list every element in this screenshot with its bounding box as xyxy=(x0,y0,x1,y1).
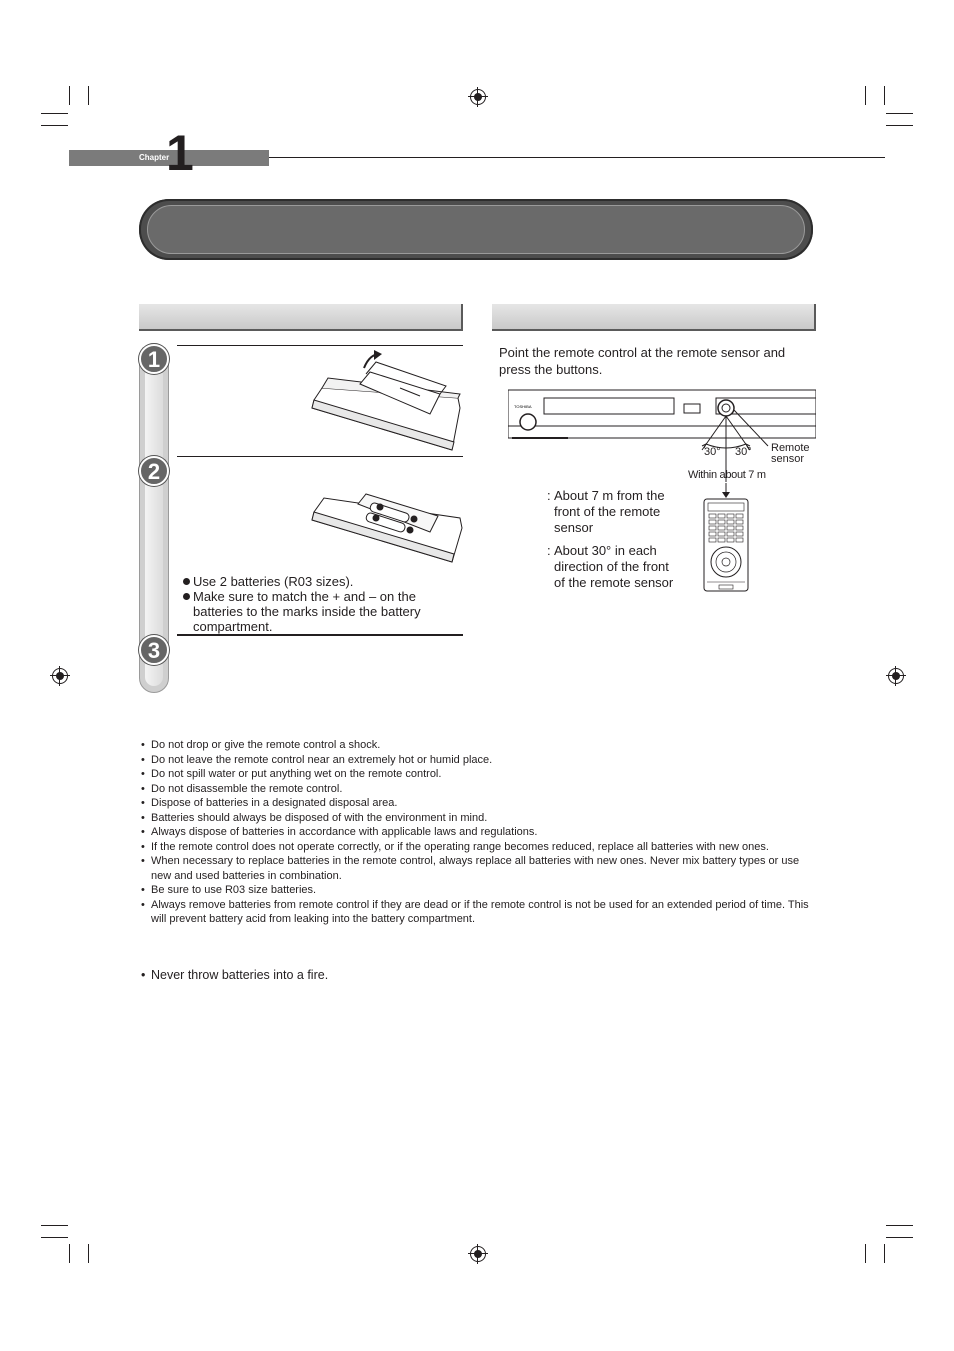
section-header-right xyxy=(492,304,816,331)
crop-mark xyxy=(41,113,68,114)
step-2-bullets xyxy=(182,574,452,634)
remote-control-illustration xyxy=(703,498,749,592)
precautions-list xyxy=(141,738,817,927)
list-item: • When necessary to replace batteries in the remote control, always replace all batteries with new ones. Never mix battery types or use new and used batteries in combination. xyxy=(141,854,817,883)
crop-mark xyxy=(865,86,866,105)
list-item: • Dispose of batteries in a designated disposal area. xyxy=(141,796,817,811)
chapter-number: 1 xyxy=(166,125,192,181)
list-item: Use 2 batteries (R03 sizes). xyxy=(182,574,452,589)
section-header-left xyxy=(139,304,463,331)
crop-mark xyxy=(886,1225,913,1226)
crop-mark xyxy=(884,86,885,105)
registration-mark-icon xyxy=(888,668,904,684)
step-2-rule xyxy=(177,456,463,457)
angle-right-label: 30° xyxy=(735,446,752,458)
crop-mark xyxy=(41,125,68,126)
chapter-label: Chapter xyxy=(139,153,170,162)
distance-label: Within about 7 m xyxy=(688,469,766,481)
list-item: • Always dispose of batteries in accordance with applicable laws and regulations. xyxy=(141,825,817,840)
crop-mark xyxy=(886,1237,913,1238)
remote-intro-text: Point the remote control at the remote sensor and press the buttons. xyxy=(499,345,786,377)
step-1-rule xyxy=(177,345,463,346)
list-item: • Do not spill water or put anything wet on the remote control. xyxy=(141,767,817,782)
crop-mark xyxy=(69,86,70,105)
step-number-3: 3 xyxy=(139,635,169,665)
registration-mark-icon xyxy=(470,89,486,105)
range-item-angle: : About 30° in each direction of the front of the remote sensor xyxy=(547,543,674,590)
step-3-rule xyxy=(177,634,463,636)
list-item: • Batteries should always be disposed of with the environment in mind. xyxy=(141,811,817,826)
crop-mark xyxy=(886,125,913,126)
player-front-diagram xyxy=(508,386,816,482)
step-number-1: 1 xyxy=(139,344,169,374)
warning-item: • Never throw batteries into a fire. xyxy=(141,968,817,983)
page-title-bar-inner xyxy=(147,205,805,254)
remote-sensor-label: Remote sensor xyxy=(771,442,810,465)
battery-insert-illustration xyxy=(310,482,464,566)
crop-mark xyxy=(884,1244,885,1263)
list-item: • Do not leave the remote control near an extremely hot or humid place. xyxy=(141,753,817,768)
list-item: • Do not drop or give the remote control a shock. xyxy=(141,738,817,753)
crop-mark xyxy=(41,1237,68,1238)
crop-mark xyxy=(69,1244,70,1263)
arrow-down-icon xyxy=(722,483,730,499)
registration-mark-icon xyxy=(470,1246,486,1262)
list-item: Make sure to match the + and – on the batteries to the marks inside the battery compartment. xyxy=(182,589,452,634)
crop-mark xyxy=(88,1244,89,1263)
warning-list xyxy=(141,968,817,983)
list-item: • Do not disassemble the remote control. xyxy=(141,782,817,797)
range-item-distance: : About 7 m from the front of the remote sensor xyxy=(547,488,665,535)
crop-mark xyxy=(886,113,913,114)
crop-mark xyxy=(865,1244,866,1263)
registration-mark-icon xyxy=(52,668,68,684)
crop-mark xyxy=(88,86,89,105)
svg-text:TOSHIBA: TOSHIBA xyxy=(514,404,532,409)
remote-cover-open-illustration xyxy=(310,348,464,454)
crop-mark xyxy=(41,1225,68,1226)
step-number-2: 2 xyxy=(139,456,169,486)
chapter-rule xyxy=(269,157,885,158)
angle-left-label: 30° xyxy=(704,446,721,458)
list-item: • If the remote control does not operate correctly, or if the operating range becomes reduced, replace all batteries with new ones. xyxy=(141,840,817,855)
list-item: • Always remove batteries from remote control if they are dead or if the remote control is not be used for an extended period of time. This will prevent battery acid from leaking into the battery compartment. xyxy=(141,898,817,927)
list-item: • Be sure to use R03 size batteries. xyxy=(141,883,817,898)
